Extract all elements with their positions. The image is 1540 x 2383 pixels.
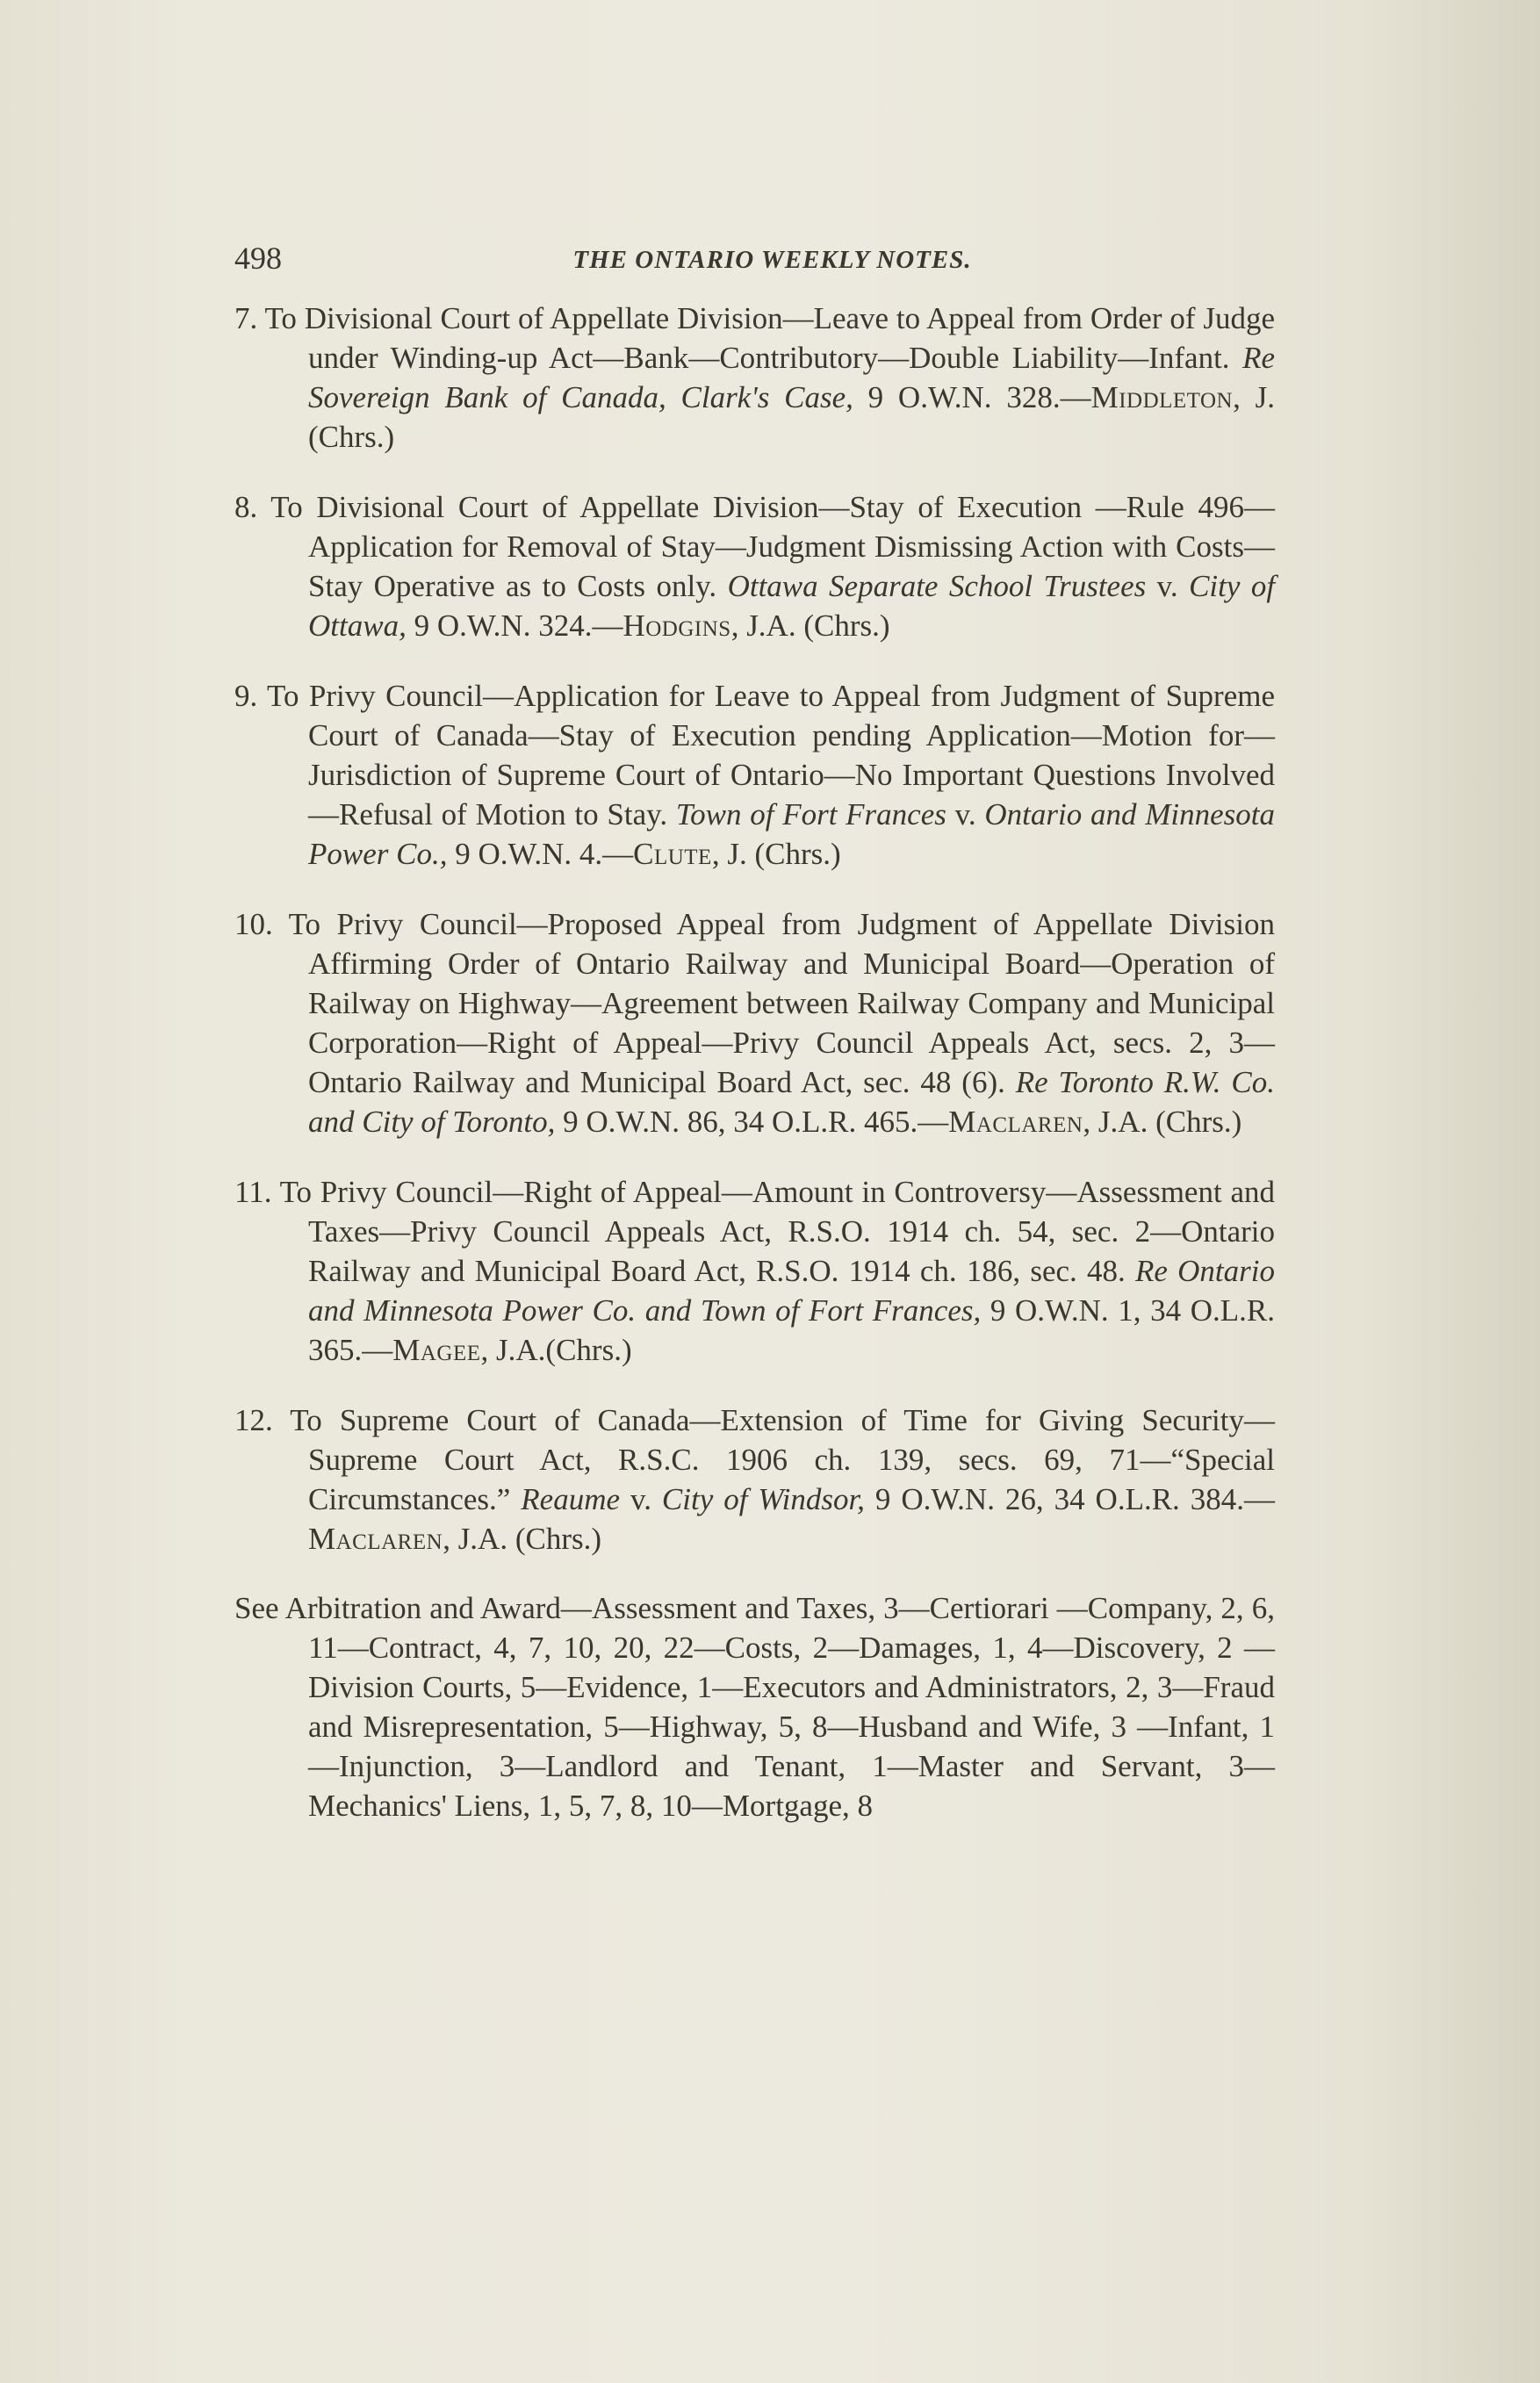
entry-text: To Divisional Court of Appellate Division—Leave to Appeal from Order of Judge under Winding-up Act—Bank—Contributory—Double Liability—Infant. [264,301,1275,375]
entry-number: 10. [234,907,273,941]
journal-title: THE ONTARIO WEEKLY NOTES. [572,246,972,274]
case-name: Ottawa Separate School Trustees [727,569,1147,603]
judge-name: Middleton [1090,380,1234,414]
judge-suffix: , J.A.(Chrs.) [480,1333,632,1367]
citation: 9 O.W.N. 26, 34 O.L.R. 384.— [874,1482,1276,1516]
page-text [234,230,1275,1856]
entry-8 [234,487,1275,645]
case-versus: v. [630,1482,651,1516]
judge-name: Maclaren [308,1522,443,1556]
entry-9 [234,676,1275,874]
case-name: Re Ontario and Minnesota Power Co. and Town of Fort Frances, [308,1254,1276,1328]
case-versus: v. [1156,569,1178,603]
entry-number: 8. [234,490,258,524]
entry-number: 12. [234,1403,273,1437]
case-name-2: Ontario and Minnesota Power Co., [308,797,1276,871]
case-name: Town of Fort Frances [675,797,946,832]
entry-text: To Privy Council—Application for Leave to Appeal from Judgment of Supreme Court of Canada—Stay of Execution pending Application—Motion for—Jurisdiction of Supreme Court of Ontario—No Important Questions Involved—Refusal of Motion to Stay. [267,679,1275,832]
citation: 9 O.W.N. 328.— [867,380,1091,414]
case-name: Re Toronto R.W. Co. and City of Toronto, [308,1065,1276,1139]
entry-text: To Supreme Court of Canada—Extension of Time for Giving Security—Supreme Court Act, R.S.C. 1906 ch. 139, secs. 69, 71—“Special Circumstances.” [290,1403,1275,1516]
judge-name: Maclaren [948,1105,1083,1139]
judge-suffix: , J.A. (Chrs.) [443,1522,602,1556]
judge-suffix: , J.A. (Chrs.) [730,608,890,643]
judge-suffix: , J. (Chrs.) [711,837,841,871]
judge-name: Hodgins [622,608,731,643]
case-name: Reaume [521,1482,621,1516]
entry-number: 7. [234,301,258,335]
citation: 9 O.W.N. 4.— [455,837,634,871]
judge-name: Clute [633,837,712,871]
citation: 9 O.W.N. 324.— [414,608,623,643]
judge-name: Magee [392,1333,481,1367]
citation: 9 O.W.N. 1, 34 O.L.R. 365.— [308,1293,1276,1367]
case-name-2: City of Ottawa, [308,569,1276,643]
entry-text: To Divisional Court of Appellate Division—Stay of Execution —Rule 496—Application for Removal of Stay—Judgment Dismissing Action with Costs—Stay Operative as to Costs only. [270,490,1275,603]
judge-suffix: , J.A. (Chrs.) [1083,1105,1242,1139]
case-name: Re Sovereign Bank of Canada, Clark's Case, [308,341,1276,414]
entry-text: To Privy Council—Right of Appeal—Amount in Controversy—Assessment and Taxes—Privy Council Appeals Act, R.S.O. 1914 ch. 54, sec. 2—Ontario Railway and Municipal Board Act, R.S.O. 1914 ch. 186, sec. 48. [279,1175,1275,1288]
judge-suffix: , J. (Chrs.) [308,380,1276,454]
entry-number: 9. [234,679,258,713]
page-number: 498 [234,241,282,276]
entry-10 [234,904,1275,1141]
case-name-2: City of Windsor, [661,1482,865,1516]
citation: 9 O.W.N. 86, 34 O.L.R. 465.— [563,1105,949,1139]
case-versus: v. [954,797,976,832]
running-head [234,230,1275,283]
entry-text: To Privy Council—Proposed Appeal from Judgment of Appellate Division Affirming Order of Ontario Railway and Municipal Board—Operation of Railway on Highway—Agreement between Railway Company and Municipal Corporation—Right of Appeal—Privy Council Appeals Act, secs. 2, 3—Ontario Railway and Municipal Board Act, sec. 48 (6). [288,907,1275,1099]
entry-11 [234,1172,1275,1370]
entry-number: 11. [234,1175,272,1209]
entry-12 [234,1400,1275,1559]
entry-7 [234,299,1275,457]
see-also-paragraph: See Arbitration and Award—Assessment and Taxes, 3—Certiorari —Company, 2, 6, 11—Contract, 4, 7, 10, 20, 22—Costs, 2—Damages, 1, 4—Discovery, 2 — Division Courts, 5—Evidence, 1—Executors and Administrators, 2, 3—Fraud and Misrepresentation, 5—Highway, 5, 8—Husband and Wife, 3 —Infant, 1—Injunction, 3—Landlord and Tenant, 1—Master and Servant, 3—Mechanics' Liens, 1, 5, 7, 8, 10—Mortgage, 8 [234,1591,1275,1823]
